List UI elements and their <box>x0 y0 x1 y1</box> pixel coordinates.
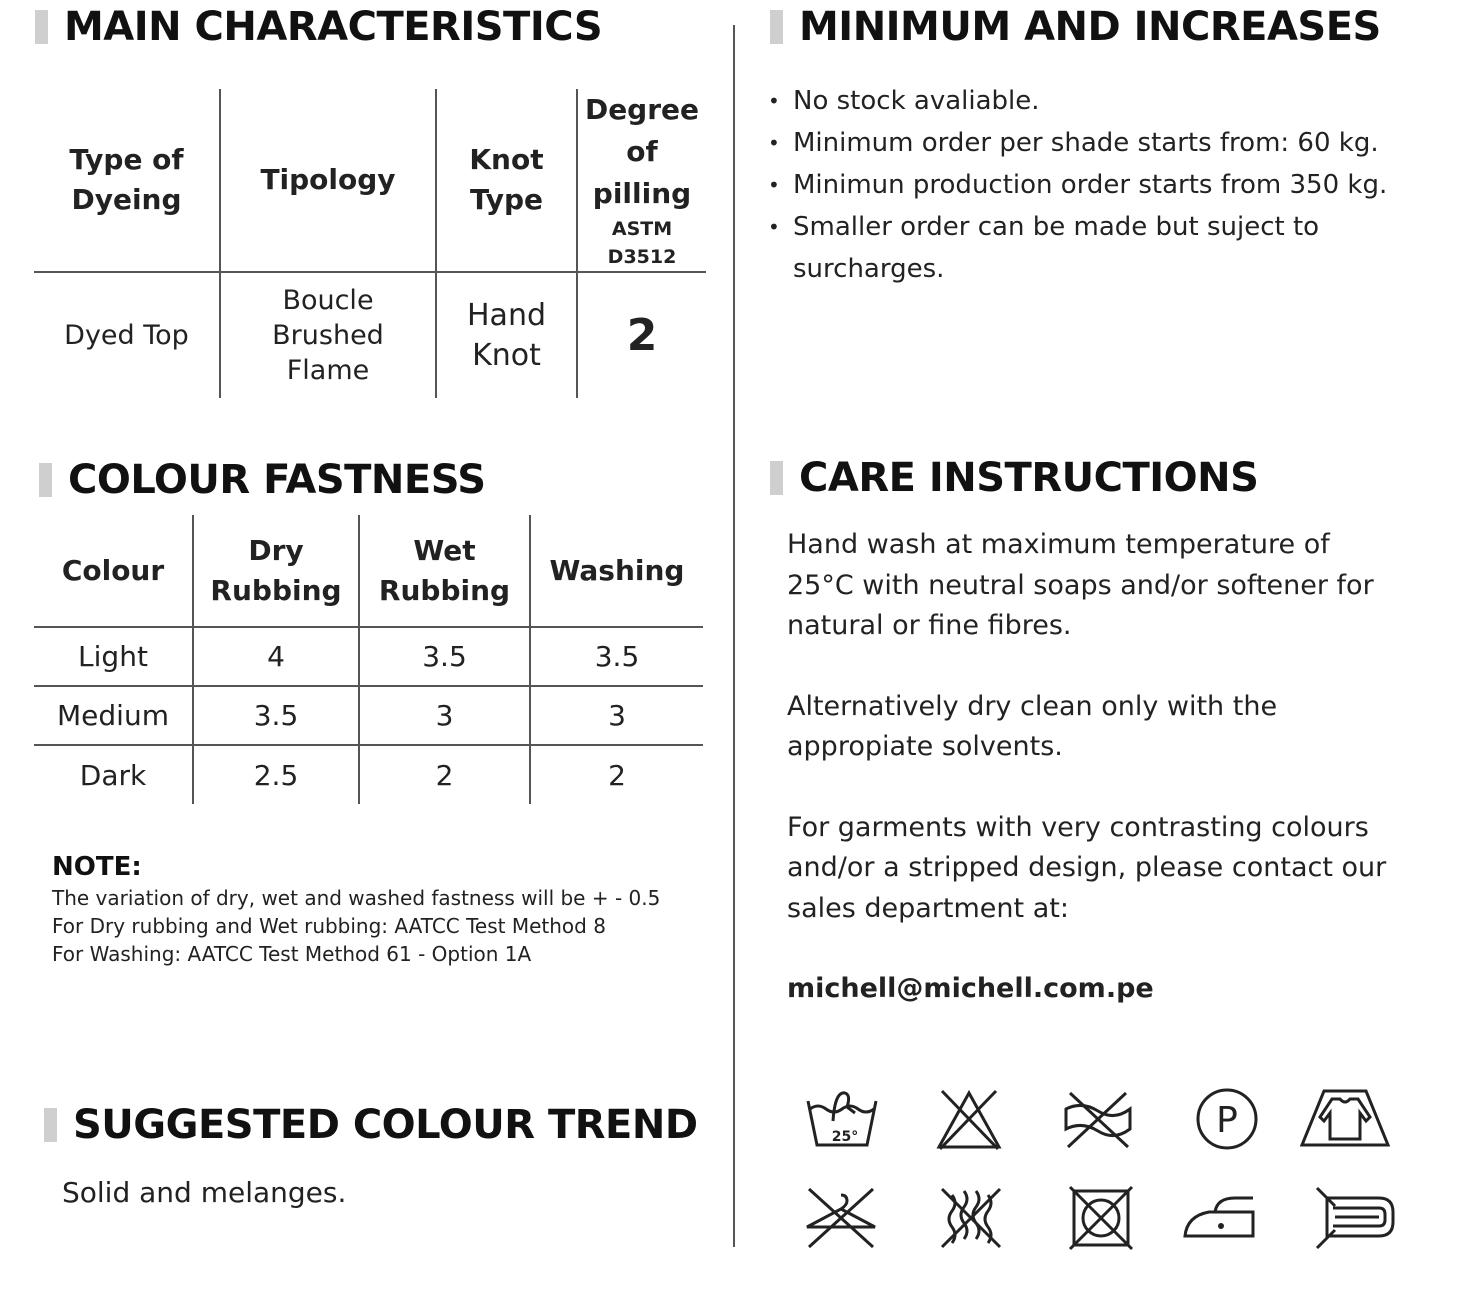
main-characteristics-title: MAIN CHARACTERISTICS <box>35 4 602 50</box>
title-marker <box>39 463 52 497</box>
header-wet-rubbing: Wet Rubbing <box>359 515 530 627</box>
hand-wash-25-icon <box>805 1087 879 1149</box>
row-colour: Dark <box>79 758 147 792</box>
note-line: For Washing: AATCC Test Method 61 - Option 1A <box>52 942 532 966</box>
note-title: NOTE: <box>52 852 142 882</box>
row-washing: 3.5 <box>530 627 703 686</box>
list-item: • Minimun production order starts from 350 kg. <box>768 164 1418 206</box>
list-item: • Smaller order can be made but suject to surcharges. <box>768 206 1353 290</box>
header-tipology: Tipology <box>220 89 436 272</box>
header-pilling: Degree of pilling ASTM D3512 <box>577 89 706 272</box>
table-row <box>34 745 703 804</box>
header-colour: Colour <box>34 515 193 627</box>
suggested-trend-title: SUGGESTED COLOUR TREND <box>44 1102 698 1148</box>
list-item: • No stock avaliable. <box>768 80 1418 122</box>
colour-fastness-title: COLOUR FASTNESS <box>39 457 486 503</box>
value-pilling: 2 <box>577 272 706 398</box>
value-tipology: Boucle Brushed Flame <box>220 272 436 398</box>
title-marker <box>770 461 783 495</box>
row-colour: Medium <box>34 686 193 745</box>
dry-clean-p-icon <box>1195 1087 1259 1151</box>
header-knot-type: Knot Type <box>436 89 577 272</box>
row-wet: 3 <box>359 686 530 745</box>
note-line: The variation of dry, wet and washed fastness will be + - 0.5 <box>52 886 661 910</box>
minimum-title: MINIMUM AND INCREASES <box>770 4 1381 50</box>
colour-fastness-table <box>34 515 703 804</box>
value-type-of-dyeing: Dyed Top <box>64 320 189 351</box>
care-paragraph: For garments with very contrasting colours and/or a stripped design, please contact our sales department at: <box>787 811 1387 924</box>
title-marker <box>770 10 783 44</box>
dry-flat-icon <box>1300 1087 1390 1147</box>
header-washing: Washing <box>530 515 703 627</box>
table-row <box>34 686 703 745</box>
row-dry: 2.5 <box>193 745 359 804</box>
header-dry-rubbing: Dry Rubbing <box>193 515 359 627</box>
row-colour: Light <box>34 627 193 686</box>
table-row <box>34 627 703 686</box>
minimum-list <box>768 80 1418 290</box>
note-line: For Dry rubbing and Wet rubbing: AATCC Test Method 8 <box>52 914 606 938</box>
characteristics-table <box>34 89 706 398</box>
care-paragraph: Alternatively dry clean only with the appropiate solvents. <box>787 690 1278 762</box>
no-bleach-icon <box>936 1087 1002 1151</box>
title-marker <box>44 1108 57 1142</box>
header-type-of-dyeing: Type of Dyeing <box>34 89 220 272</box>
pilling-standard: ASTM D3512 <box>607 218 677 268</box>
suggested-trend-text: Solid and melanges. <box>62 1176 347 1209</box>
column-divider <box>733 25 735 1247</box>
title-marker <box>35 10 48 44</box>
fastness-note <box>52 850 660 968</box>
row-wet: 3.5 <box>359 627 530 686</box>
row-washing: 2 <box>530 745 703 804</box>
no-steam-icon <box>938 1185 1004 1251</box>
iron-low-icon <box>1181 1194 1257 1240</box>
no-hang-dry-icon <box>803 1185 879 1251</box>
care-paragraph: Hand wash at maximum temperature of 25°C with neutral soaps and/or softener for natural or fine fibres. <box>787 529 1374 641</box>
row-wet: 2 <box>359 745 530 804</box>
row-dry: 4 <box>193 627 359 686</box>
value-knot-type: Hand Knot <box>436 272 577 398</box>
dry-in-shade-icon <box>1313 1186 1397 1250</box>
dry-clean-letter: P <box>1216 1100 1238 1141</box>
no-wring-icon <box>1062 1089 1134 1149</box>
wash-temp-label: 25° <box>831 1129 859 1145</box>
list-item: • Minimum order per shade starts from: 60 kg. <box>768 122 1418 164</box>
contact-email-link[interactable]: michell@michell.com.pe <box>787 973 1154 1004</box>
care-title: CARE INSTRUCTIONS <box>770 455 1258 501</box>
row-dry: 3.5 <box>193 686 359 745</box>
row-washing: 3 <box>530 686 703 745</box>
no-tumble-dry-icon <box>1068 1185 1134 1251</box>
care-text <box>787 525 1437 1010</box>
